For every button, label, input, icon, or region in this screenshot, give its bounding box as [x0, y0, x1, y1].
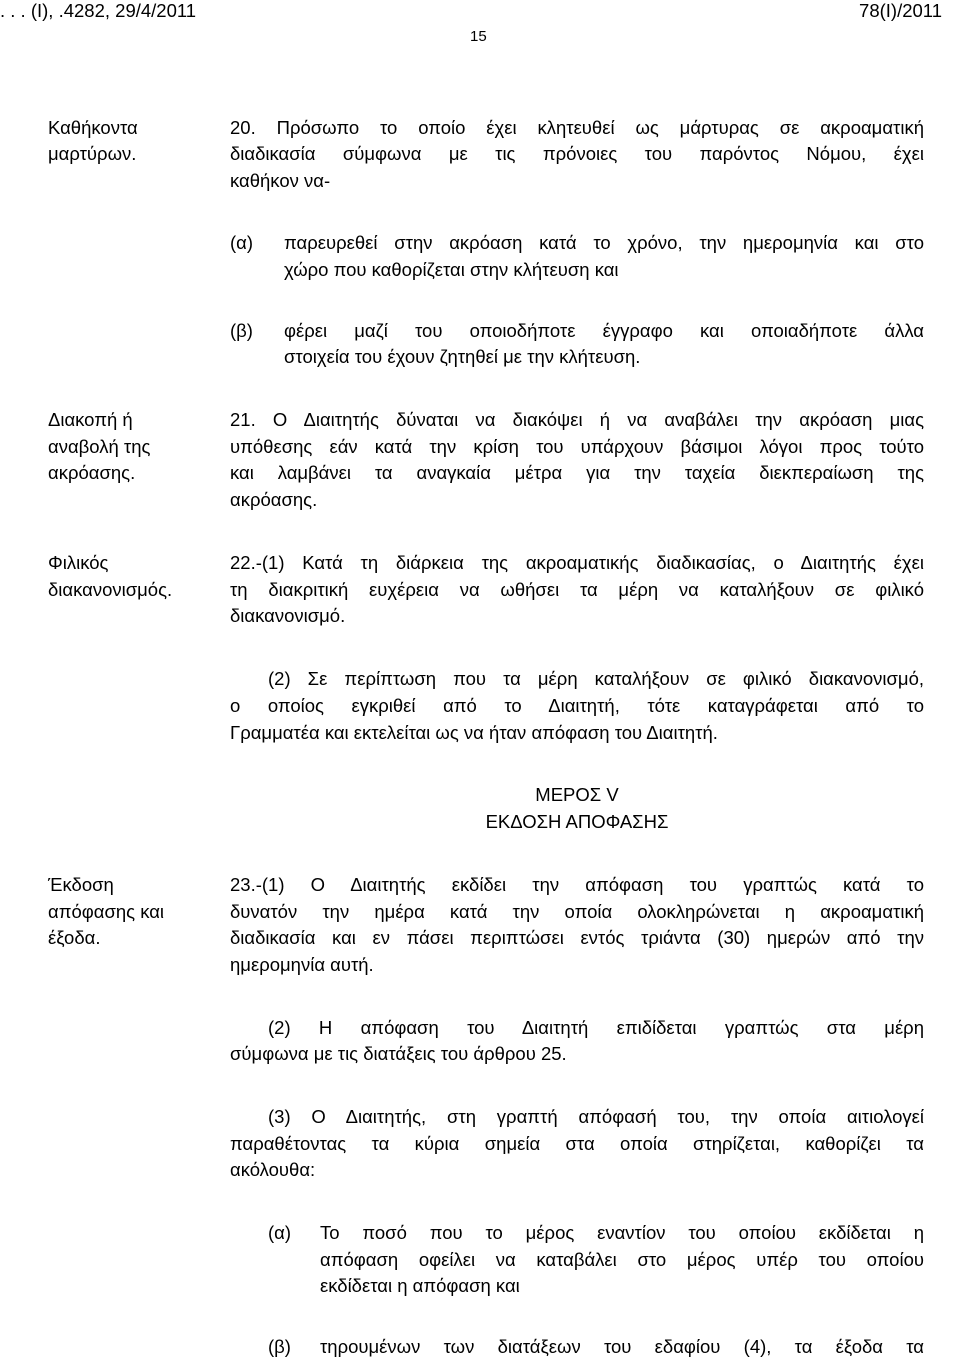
page-number: 15	[470, 28, 487, 45]
item-label-a: (α)	[230, 232, 254, 253]
item-label-a-23: (α)	[268, 1222, 292, 1243]
part-title: ΜΕΡΟΣ V	[535, 784, 619, 805]
item-label-b-23: (β)	[268, 1336, 291, 1357]
header-law-number: 78(Ι)/2011	[859, 0, 942, 21]
header-gazette-ref: . . . (Ι), .4282, 29/4/2011	[0, 0, 197, 21]
item-label-b: (β)	[230, 320, 253, 341]
part-subtitle: ΕΚΔΟΣΗ ΑΠΟΦΑΣΗΣ	[485, 811, 669, 832]
